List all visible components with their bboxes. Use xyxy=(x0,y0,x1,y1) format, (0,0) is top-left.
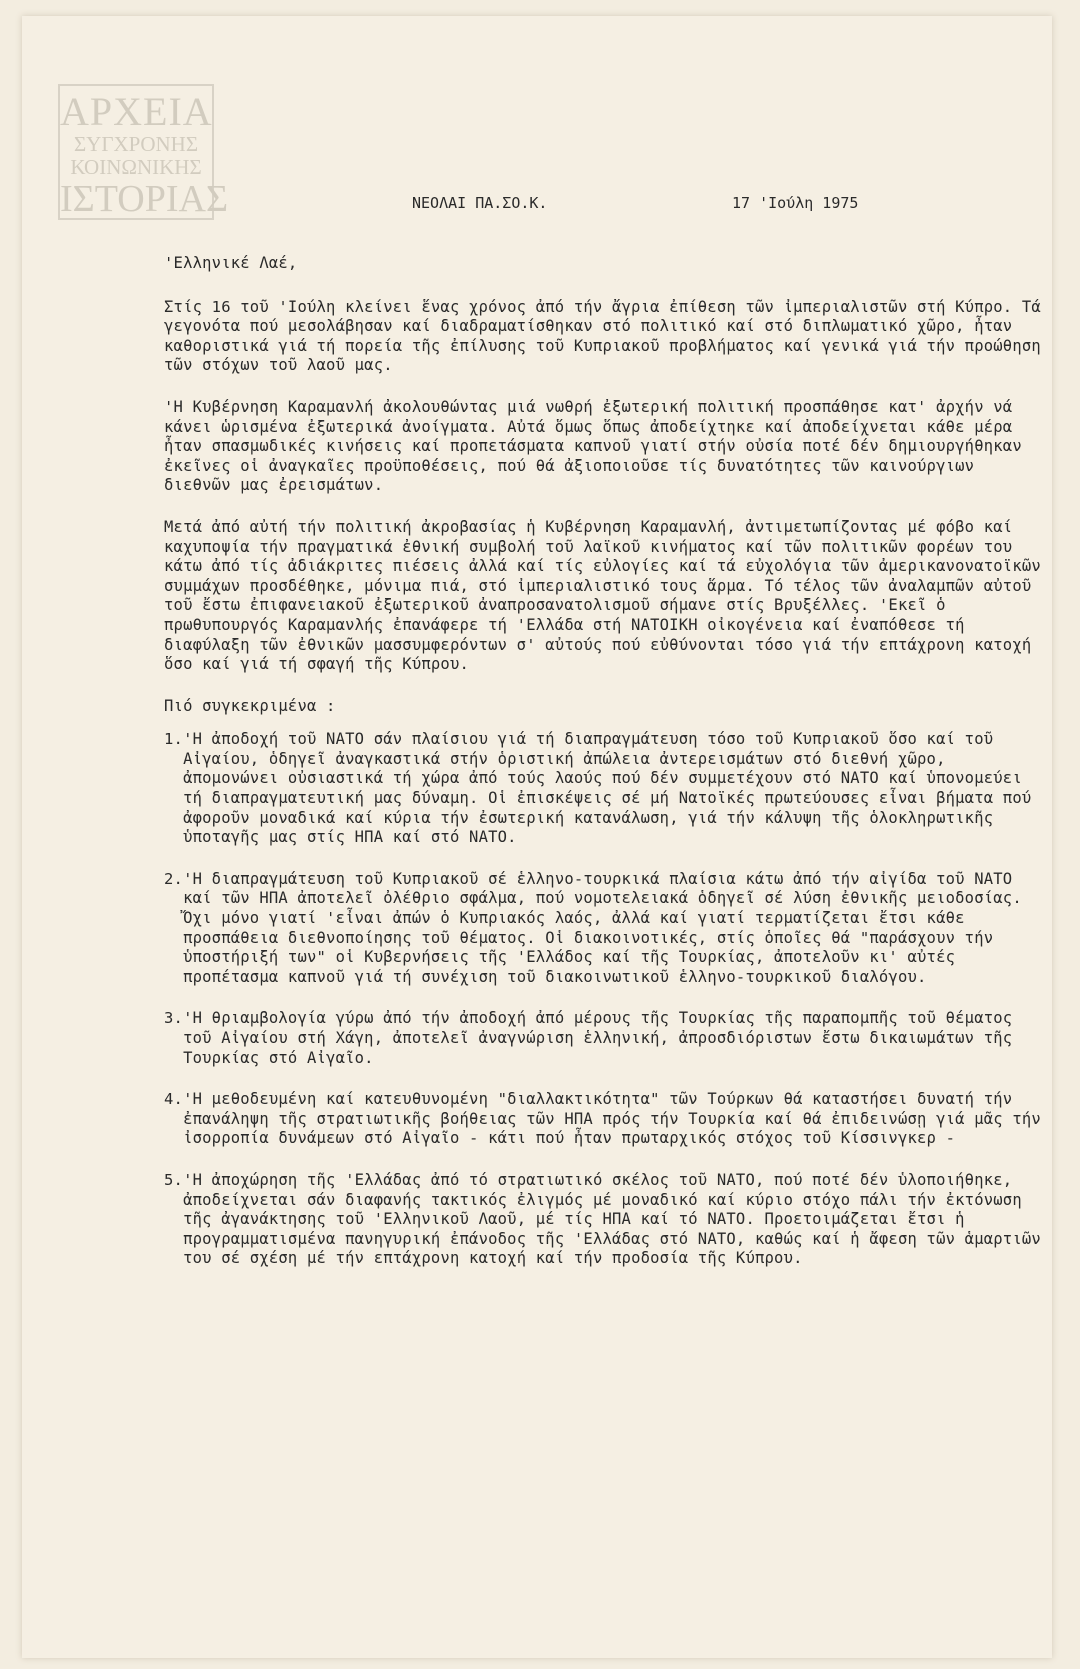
list-item xyxy=(164,1009,1044,1068)
list-item-text: 'Η διαπραγμάτευση τοῦ Κυπριακοῦ σέ ἑλληνο-τουρκικά πλαίσια κάτω ἀπό τήν αἰγίδα τοῦ ΝΑΤΟ καί τῶν ΗΠΑ ἀποτελεῖ ὀλέθριο σφάλμα, πού νομοτελειακά ὁδηγεῖ σέ λύση ἐθνικῆς μειοδοσίας. Ὄχι μόνο γιατί 'εἶναι ἀπών ὁ Κυπριακός λαός, ἀλλά καί γιατί τερματίζεται ἔτσι κάθε προσπάθεια διεθνοποίησης τοῦ θέματος. Οἱ διακοινοτικές, στίς ὁποῖες θά "παράσχουν τήν ὑποστήριξή των" οἱ Κυβερνήσεις τῆς 'Ελλάδος καί τῆς Τουρκίας, ἀποτελοῦν κι' αὐτές προπέτασμα καπνοῦ γιά τή συνέχιση τοῦ διακοινωτικοῦ ἑλληνο-τουρκικοῦ διαλόγου. xyxy=(183,869,1022,986)
document-date: 17 'Ιούλη 1975 xyxy=(732,194,859,212)
list-item xyxy=(164,730,1044,848)
list-item-text: 'Η ἀποχώρηση τῆς 'Ελλάδας ἀπό τό στρατιωτικό σκέλος τοῦ ΝΑΤΟ, πού ποτέ δέν ὑλοποιήθηκε, ἀποδείχνεται σάν διαφανής τακτικός ἐλιγμός μέ μοναδικό καί κύριο στόχο πάλι τήν ἐκτόνωση τῆς ἀγανάκτησης τοῦ 'Ελληνικοῦ Λαοῦ, μέ τίς ΗΠΑ καί τό ΝΑΤΟ. Προετοιμάζεται ἔτσι ἡ προγραμματισμένα πανηγυρική ἐπάνοδος τῆς 'Ελλάδας στό ΝΑΤΟ, καθώς καί ἡ ἄφεση τῶν ἁμαρτιῶν του σέ σχέση μέ τήν επτάχρονη κατοχή καί τήν προδοσία τῆς Κύπρου. xyxy=(183,1170,1041,1268)
organization-name: ΝΕΟΛΑΙ ΠΑ.ΣΟ.Κ. xyxy=(412,194,548,212)
list-item-text: 'Η ἀποδοχή τοῦ ΝΑΤΟ σάν πλαίσιου γιά τή διαπραγμάτευση τόσο τοῦ Κυπριακοῦ ὅσο καί τοῦ Αἰγαίου, ὁδηγεῖ ἀναγκαστικά στήν ὁριστική ἀπώλεια ἀντερεισμάτων στό διεθνή χῶρο, ἀπομονώνει οὐσιαστικά τή χώρα ἀπό τούς λαούς πού δέν συμμετέχουν στό ΝΑΤΟ καί ὑπονομεύει τή διαπραγματευτική μας δύναμη. Οἱ ἐπισκέψεις σέ μή Νατοϊκές πρωτεύουσες εἶναι βήματα πού ἀφοροῦν μοναδικά καί κύρια τήν ἐσωτερική κατανάλωση, γιά τήν κάλυψη τῆς ὁλοκληρωτικῆς ὑποταγῆς μας στίς ΗΠΑ καί στό ΝΑΤΟ. xyxy=(183,730,1032,847)
paragraph-2: 'Η Κυβέρνηση Καραμανλή ἀκολουθώντας μιά νωθρή ἐξωτερική πολιτική προσπάθησε κατ' ἀρχήν νά κάνει ὡρισμένα ἐξωτερικά ἀνοίγματα. Αὐτά ὅμως ὅπως ἀποδείχτηκε καί ἀποδείχνεται κάθε μέρα ἦταν σπασμωδικές κινήσεις καί προπετάσματα καπνοῦ γιατί στήν οὐσία ποτέ δέν δημιουργήθηκαν ἐκεῖνες οἱ ἀναγκαῖες προϋποθέσεις, πού θά ἀξιοποιοῦσε τίς δυνατότητες τῶν καινούργιων διεθνῶν μας ἐρεισμάτων. xyxy=(164,397,1022,495)
list-intro: Πιό συγκεκριμένα : xyxy=(164,696,336,715)
stamp-line-4: ΙΣΤΟΡΙΑΣ xyxy=(60,178,229,220)
stamp-line-2: ΣΥΓΧΡΟΝΗΣ xyxy=(73,132,199,156)
stamp-line-1: ΑΡΧΕΙΑ xyxy=(60,89,213,134)
list-item-number: 1. xyxy=(164,730,184,749)
list-item-text: 'Η θριαμβολογία γύρω ἀπό τήν ἀποδοχή ἀπό μέρους τῆς Τουρκίας τῆς παραπομπῆς τοῦ θέματος τοῦ Αἰγαίου στή Χάγη, ἀποτελεῖ ἀναγνώριση ἑλληνική, ἀπροσδιόριστων ἔστω δικαιωμάτων τῆς Τουρκίας στό Αἰγαῖο. xyxy=(183,1009,1013,1067)
list-item-number: 5. xyxy=(164,1170,184,1189)
list-item-text: 'Η μεθοδευμένη καί κατευθυνομένη "διαλλακτικότητα" τῶν Τούρκων θά καταστήσει δυνατή τήν ἐπανάληψη τῆς στρατιωτικῆς βοήθειας τῶν ΗΠΑ πρός τήν Τουρκία καί θά ἐπιδεινώσῃ γιά μᾶς τήν ἰσορροπία δυνάμεων στό Αἰγαῖο - κάτι πού ἦταν πρωταρχικός στόχος τοῦ Κίσσινγκερ - xyxy=(183,1090,1041,1148)
list-item-number: 4. xyxy=(164,1090,184,1109)
stamp-line-3: ΚΟΙΝΩΝΙΚΗΣ xyxy=(70,155,202,179)
numbered-list xyxy=(164,730,1044,1269)
salutation: 'Ελληνικέ Λαέ, xyxy=(164,254,298,272)
list-item xyxy=(164,870,1044,988)
archive-stamp xyxy=(58,84,229,220)
list-item xyxy=(164,1171,1044,1269)
list-item xyxy=(164,1090,1044,1149)
list-item-number: 2. xyxy=(164,869,184,888)
list-item-number: 3. xyxy=(164,1009,184,1028)
paragraph-1: Στίς 16 τοῦ 'Ιούλη κλείνει ἕνας χρόνος ἀπό τήν ἄγρια ἐπίθεση τῶν ἰμπεριαλιστῶν στή Κύπρο. Τά γεγονότα πού μεσολάβησαν καί διαδραματίσθηκαν στό πολιτικό καί στό διπλωματικό χῶρο, ἦταν καθοριστικά γιά τή πορεία τῆς ἐπίλυσης τοῦ Κυπριακοῦ προβλήματος καί γενικά γιά τήν προώθηση τῶν στόχων τοῦ λαοῦ μας. xyxy=(164,297,1041,375)
paragraph-3: Μετά ἀπό αὐτή τήν πολιτική ἀκροβασίας ἡ Κυβέρνηση Καραμανλή, ἀντιμετωπίζοντας μέ φόβο καί καχυποψία τήν πραγματικά ἐθνική συμβολή τοῦ λαϊκοῦ κινήματος καί τῶν πολιτικῶν φορέων του κάτω ἀπό τίς ἀδιάκριτες πιέσεις ἀλλά καί τίς εὐλογίες καί τά εὐχολόγια τῶν ἀμερικανονατοϊκῶν συμμάχων προσδέθηκε, μόνιμα πιά, στό ἰμπεριαλιστικό τους ἅρμα. Τό τέλος τῶν ἀναλαμπῶν αὐτοῦ τοῦ ἔστω ἐπιφανειακοῦ ἐξωτερικοῦ ἀναπροσανατολισμοῦ σήμανε στίς Βρυξέλλες. 'Εκεῖ ὁ πρωθυπουργός Καραμανλής ἐπανάφερε τή 'Ελλάδα στή ΝΑΤΟΙΚΗ οἰκογένεια καί ἐναπόθεσε τή διαφύλαξη τῶν ἐθνικῶν μασσυμφερόντων σ' αὐτούς πού εὐθύνονται τόσο γιά τήν επτάχρονη κατοχή ὅσο καί γιά τή σφαγή τῆς Κύπρου. xyxy=(164,517,1041,674)
document-body xyxy=(164,254,1044,1291)
